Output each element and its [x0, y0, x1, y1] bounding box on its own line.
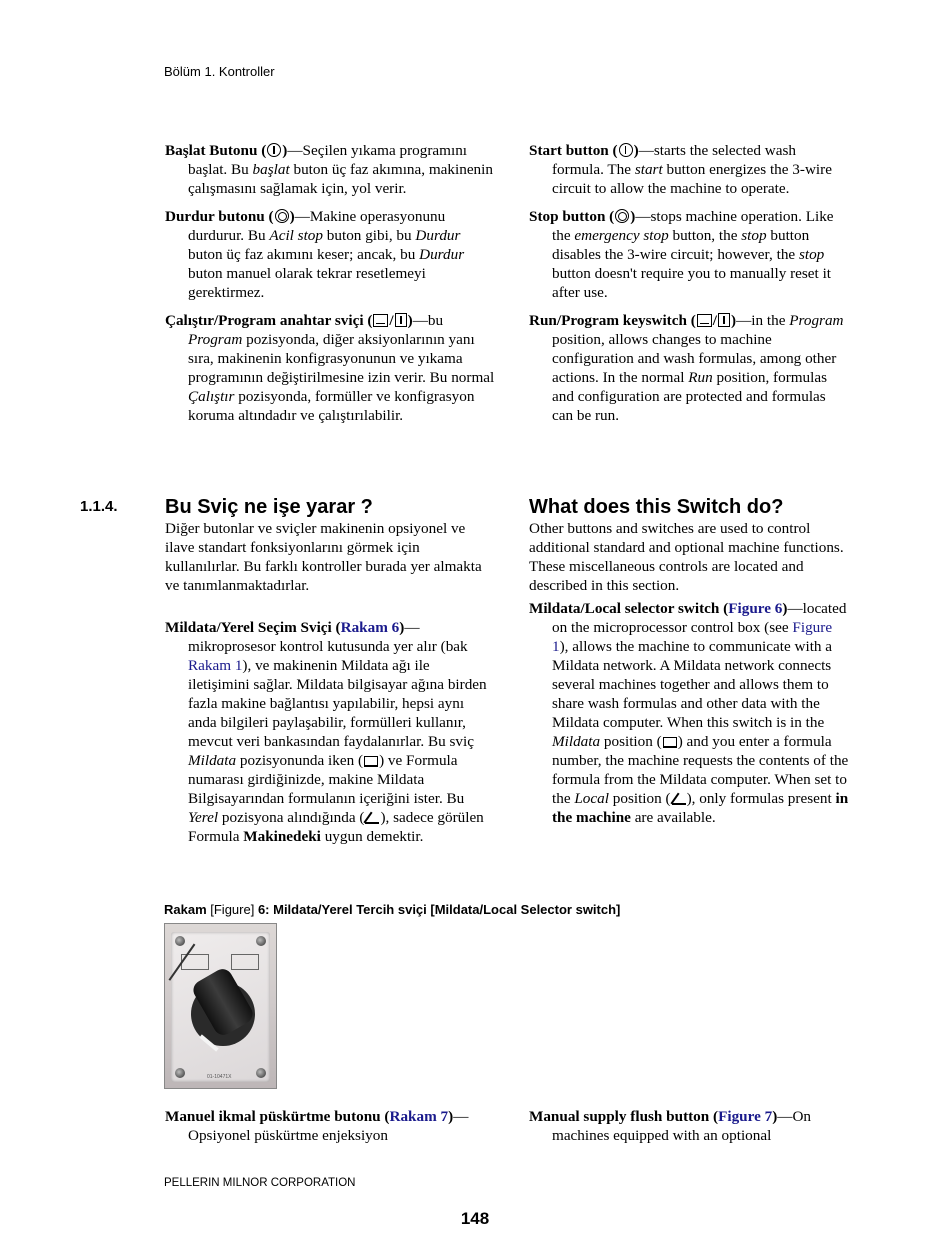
- screw-icon: [175, 936, 185, 946]
- figure-1-link[interactable]: Rakam 1: [188, 657, 243, 674]
- figure-7-link[interactable]: Figure 7: [718, 1108, 773, 1125]
- start-button-entry-tr: Başlat Butonu ( )—Seçilen yıkama programını başlat. Bu başlat buton üç faz akımına, makinenin çalışmasını sağlamak için, yol verir.: [165, 142, 493, 197]
- left-column-section: [165, 519, 495, 846]
- start-icon: [267, 143, 281, 157]
- selector-switch-photo: [164, 923, 277, 1089]
- figure-6-link[interactable]: Rakam 6: [340, 619, 400, 636]
- plate-part-number: 01-10471X: [207, 1074, 232, 1080]
- footer-company: PELLERIN MILNOR CORPORATION: [164, 1177, 356, 1189]
- mildata-computer-icon: [663, 737, 677, 748]
- run-key-icon: [697, 314, 712, 327]
- right-column-controls: [529, 141, 849, 425]
- computer-symbol-icon: [231, 954, 259, 970]
- section-title-en: What does this Switch do?: [529, 496, 784, 518]
- flush-button-entry-en: Manual supply flush button (Figure 7)—On machines equipped with an optional: [529, 1108, 812, 1144]
- run-program-entry-en: Run/Program keyswitch ( / )—in the Program position, allows changes to machine configuration and wash formulas, among other actions. In the normal Run position, formulas and configuration are protected and formulas can be run.: [529, 312, 844, 424]
- stop-button-entry-en: Stop button ( )—stops machine operation. Like the emergency stop button, the stop button disables the 3-wire circuit; however, the stop button doesn't require you to manually reset it after use.: [529, 208, 834, 301]
- figure-7-link[interactable]: Rakam 7: [389, 1108, 449, 1125]
- run-program-entry-tr: Çalıştır/Program anahtar sviçi ( / )—bu Program pozisyonda, diğer aksiyonlarının yanı sıra, makinenin konfigrasyonunun ve yıkama programının değiştirilmesine izin verir. Bu normal Çalıştır pozisyonda, formüller ve konfigrasyon koruma altındadır ve çalıştırılabilir.: [165, 312, 495, 424]
- section-title-tr: Bu Sviç ne işe yarar ?: [165, 496, 373, 518]
- left-column-controls: [165, 141, 495, 425]
- section-intro-tr: Diğer butonlar ve sviçler makinenin opsiyonel ve ilave standart fonksiyonlarını görmek için kullanılırlar. Bu farklı kontroller burada yer almakta ve tanımlanmaktadırlar.: [165, 520, 482, 594]
- start-icon: [619, 143, 633, 157]
- right-column-section: [529, 519, 849, 827]
- screw-icon: [175, 1068, 185, 1078]
- start-button-entry-en: Start button ( )—starts the selected wash formula. The start button energizes the 3-wire circuit to allow the machine to operate.: [529, 142, 832, 197]
- screw-icon: [256, 1068, 266, 1078]
- mildata-computer-icon: [364, 756, 378, 767]
- mildata-switch-entry-en: Mildata/Local selector switch (Figure 6)—located on the microprocessor control box (see Figure 1), allows the machine to communicate with a Mildata network. A Mildata network connects several machines together and allows them to share wash formulas and other data with the Mildata computer. When this switch is in the Mildata position ( ) and you enter a formula number, the machine requests the contents of the formula from the Mildata computer. When set to the Local position ( ), only formulas present in the machine are available.: [529, 600, 849, 826]
- mildata-switch-entry-tr: Mildata/Yerel Seçim Sviçi (Rakam 6)—mikroprosesor kontrol kutusunda yer alır (bak Rakam 1), ve makinenin Mildata ağı ile iletişimini sağlar. Mildata bilgisayar ağına birden fazla makine bağlantısı yapılabilir, hepsi aynı anda bilgileri paylaşabilir, formülleri kullanır, mevcut veri bankasından faydalanırlar. Bu sviç Mildata pozisyonunda iken ( ) ve Formula numarası girdiğinizde, makine Mildata Bilgisayarından formulanın içeriğini ister. Bu Yerel pozisyona alındığında ( ), sadece görülen Formula Makinedeki uygun demektir.: [165, 619, 487, 845]
- program-key-icon: [395, 313, 407, 327]
- chapter-header: Bölüm 1. Kontroller: [164, 64, 275, 79]
- screw-icon: [256, 936, 266, 946]
- figure-1-link[interactable]: Figure 1: [552, 619, 833, 655]
- stop-button-entry-tr: Durdur butonu ( )—Makine operasyonunu durdurur. Bu Acil stop buton gibi, bu Durdur buton üç faz akımını keser; ancak, bu Durdur buton manuel olarak tekrar resetlemeyi gerektirmez.: [165, 208, 465, 301]
- figure-6-link[interactable]: Figure 6: [728, 600, 783, 617]
- right-column-flush: [529, 1107, 849, 1145]
- local-icon: [365, 811, 379, 824]
- page-number: 148: [460, 1209, 490, 1228]
- left-column-flush: [165, 1107, 495, 1145]
- stop-icon: [275, 209, 289, 223]
- program-key-icon: [718, 313, 730, 327]
- switch-plate: [171, 932, 270, 1082]
- figure-caption: Rakam [Figure] 6: Mildata/Yerel Tercih sviçi [Mildata/Local Selector switch]: [164, 902, 621, 917]
- section-number: 1.1.4.: [80, 498, 118, 515]
- section-intro-en: Other buttons and switches are used to control additional standard and optional machine functions. These miscellaneous controls are located and described in this section.: [529, 520, 844, 594]
- stop-icon: [615, 209, 629, 223]
- run-key-icon: [373, 314, 388, 327]
- flush-button-entry-tr: Manuel ikmal püskürtme butonu (Rakam 7)—Opsiyonel püskürtme enjeksiyon: [165, 1108, 469, 1144]
- local-icon: [672, 792, 686, 805]
